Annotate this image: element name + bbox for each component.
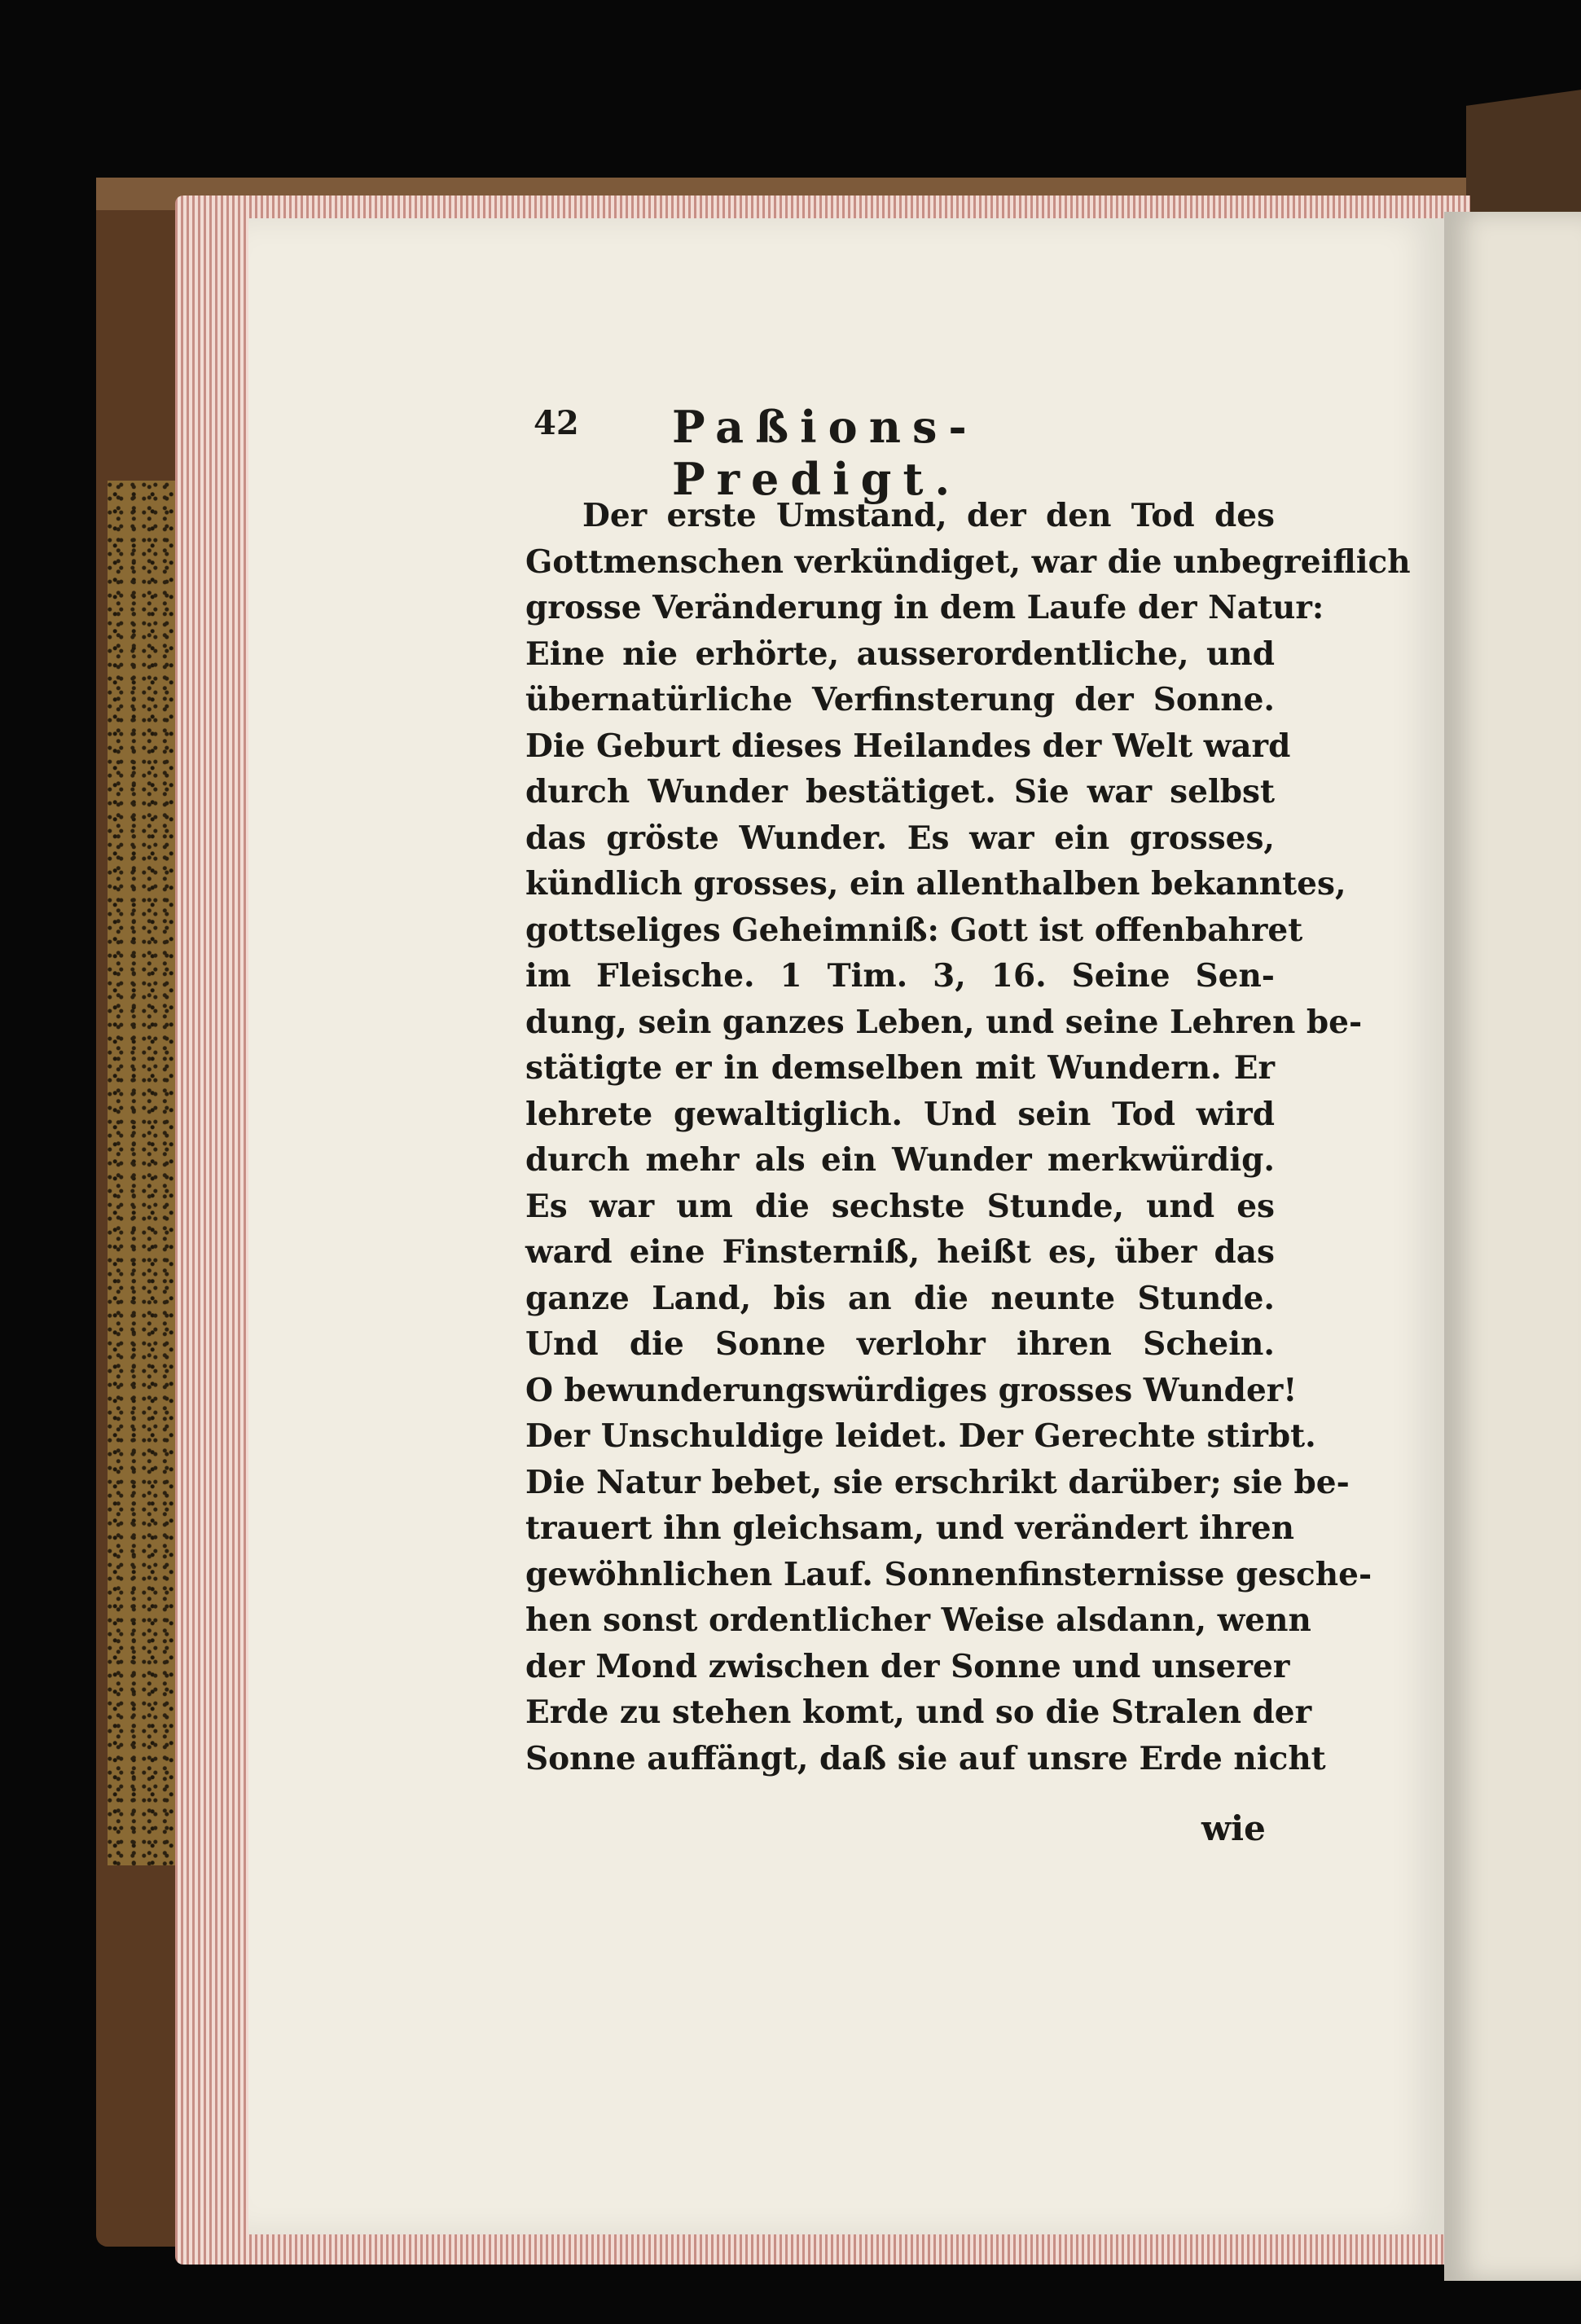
body-text (525, 493, 1411, 1781)
page-header (534, 401, 1267, 505)
text-line: Erde zu stehen komt, und so die Stralen der (525, 1694, 1312, 1731)
text-line: dung, sein ganzes Leben, und seine Lehren be- (525, 1003, 1363, 1041)
text-line: im Fleische. 1 Tim. 3, 16. Seine Sen- (525, 957, 1275, 995)
text-line: grosse Veränderung in dem Laufe der Natur: (525, 589, 1324, 626)
text-line: O bewunderungswürdiges grosses Wunder! (525, 1371, 1298, 1409)
text-line: Die Geburt dieses Heilandes der Welt ward (525, 727, 1291, 765)
text-line: trauert ihn gleichsam, und verändert ihren (525, 1509, 1295, 1547)
text-line: Und die Sonne verlohr ihren Schein. (525, 1325, 1275, 1363)
page-number: 42 (534, 404, 579, 442)
text-line: Gottmenschen verkündiget, war die unbegreiflich (525, 543, 1411, 581)
text-line: lehrete gewaltiglich. Und sein Tod wird (525, 1095, 1275, 1133)
running-title: Paßions-Predigt. (672, 401, 978, 505)
text-line: Der Unschuldige leidet. Der Gerechte stirbt. (525, 1417, 1316, 1455)
text-line: durch mehr als ein Wunder merkwürdig. (525, 1141, 1275, 1179)
text-line: gottseliges Geheimniß: Gott ist offenbahret (525, 911, 1303, 949)
text-line: ganze Land, bis an die neunte Stunde. (525, 1279, 1275, 1317)
text-line: der Mond zwischen der Sonne und unserer (525, 1647, 1290, 1685)
text-line: gewöhnlichen Lauf. Sonnenfinsternisse gesche- (525, 1555, 1372, 1593)
text-line: Sonne auffängt, daß sie auf unsre Erde nicht (525, 1739, 1326, 1777)
text-line: ward eine Finsterniß, heißt es, über das (525, 1233, 1275, 1271)
text-line: Die Natur bebet, sie erschrikt darüber; sie be- (525, 1463, 1350, 1501)
text-line: stätigte er in demselben mit Wundern. Er (525, 1049, 1275, 1087)
catchword: wie (1201, 1808, 1266, 1848)
text-line: Der erste Umstand, der den Tod des (582, 497, 1275, 534)
facing-page (1444, 212, 1581, 2281)
text-line: kündlich grosses, ein allenthalben bekanntes, (525, 865, 1346, 903)
text-line: Es war um die sechste Stunde, und es (525, 1187, 1275, 1225)
marbled-endpaper (108, 481, 182, 1865)
text-line: durch Wunder bestätiget. Sie war selbst (525, 773, 1275, 811)
text-line: übernatürliche Verfinsterung der Sonne. (525, 681, 1275, 718)
text-line: hen sonst ordentlicher Weise alsdann, wenn (525, 1601, 1311, 1639)
text-line: Eine nie erhörte, ausserordentliche, und (525, 635, 1275, 673)
text-line: das gröste Wunder. Es war ein grosses, (525, 819, 1275, 857)
